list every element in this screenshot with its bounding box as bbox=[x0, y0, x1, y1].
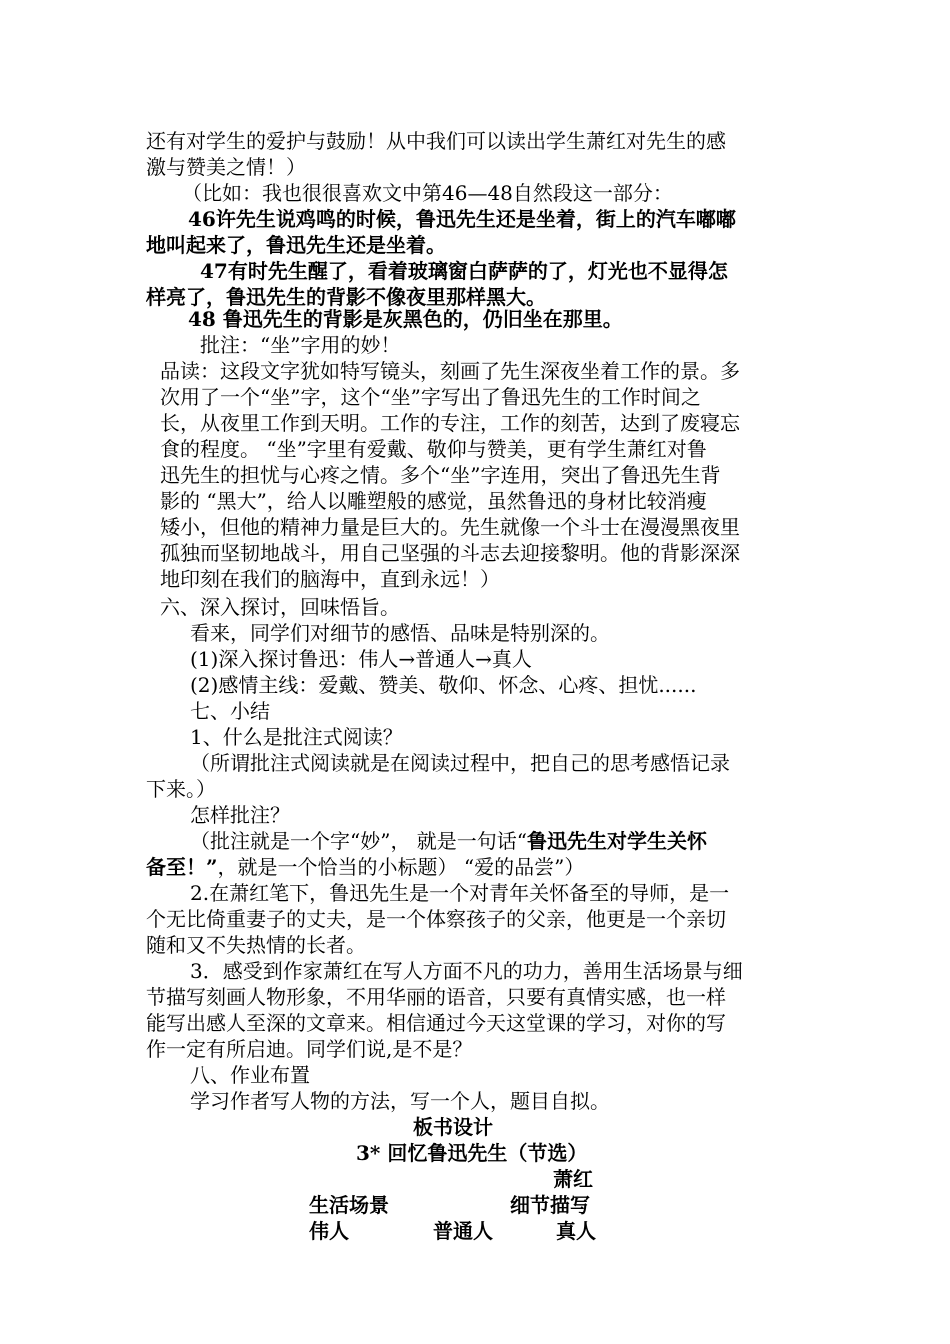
appreciation-line: 孤独而坚韧地战斗，用自己坚强的斗志去迎接黎明。他的背影深深 bbox=[160, 541, 740, 565]
paragraph-line: 学习作者写人物的方法，写一个人，题目自拟。 bbox=[190, 1089, 610, 1113]
text-run-bold: 备至！” bbox=[146, 855, 218, 879]
appreciation-line: 地印刻在我们的脑海中，直到永远！） bbox=[160, 567, 500, 591]
paragraph-line: (1)深入探讨鲁迅：伟人→普通人→真人 bbox=[190, 647, 532, 671]
section-eight-heading: 八、作业布置 bbox=[190, 1063, 310, 1087]
board-left-branch: 生活场景 bbox=[309, 1193, 389, 1217]
paragraph-line: 看来，同学们对细节的感悟、品味是特别深的。 bbox=[190, 621, 610, 645]
paragraph-line: 随和又不失热情的长者。 bbox=[146, 933, 366, 957]
appreciation-line: 次用了一个“坐”字，这个“坐”字写出了鲁迅先生的工作时间之 bbox=[160, 385, 701, 409]
appreciation-line: 迅先生的担忧与心疼之情。多个“坐”字连用，突出了鲁迅先生背 bbox=[160, 463, 721, 487]
paragraph-line: 2.在萧红笔下，鲁迅先生是一个对青年关怀备至的导师，是一 bbox=[190, 881, 730, 905]
board-stage-real-man: 真人 bbox=[556, 1219, 596, 1243]
author-name: 萧红 bbox=[553, 1167, 593, 1191]
annotation-line: 批注：“坐”字用的妙！ bbox=[200, 333, 401, 357]
paragraph-line: 能写出感人至深的文章来。相信通过今天这堂课的学习，对你的写 bbox=[146, 1011, 726, 1035]
appreciation-line: 长，从夜里工作到天明。工作的专注，工作的刻苦，达到了废寝忘 bbox=[160, 411, 740, 435]
quoted-paragraph-46: 地叫起来了，鲁迅先生还是坐着。 bbox=[146, 233, 446, 257]
paragraph-line bbox=[190, 828, 707, 854]
text-run-bold: 鲁迅先生对学生关怀 bbox=[527, 829, 708, 853]
quoted-paragraph-47: 47有时先生醒了，看着玻璃窗白萨萨的了，灯光也不显得怎 bbox=[200, 259, 728, 283]
paragraph-line: 3．感受到作家萧红在写人方面不凡的功力，善用生活场景与细 bbox=[190, 959, 743, 983]
paragraph-line: (2)感情主线：爱戴、赞美、敬仰、怀念、心疼、担忧...... bbox=[190, 673, 697, 697]
paragraph-line: 1、什么是批注式阅读？ bbox=[190, 725, 403, 749]
paragraph-line: 还有对学生的爱护与鼓励！从中我们可以读出学生萧红对先生的感 bbox=[146, 129, 726, 153]
paragraph-line: 怎样批注？ bbox=[190, 803, 290, 827]
paragraph-line: （所谓批注式阅读就是在阅读过程中，把自己的思考感悟记录 bbox=[190, 751, 730, 775]
board-design-title: 板书设计 bbox=[413, 1115, 493, 1139]
appreciation-line: 品读：这段文字犹如特写镜头，刻画了先生深夜坐着工作的景。多 bbox=[160, 359, 740, 383]
quoted-paragraph-48: 48 鲁迅先生的背影是灰黑色的，仍旧坐在那里。 bbox=[188, 307, 623, 331]
text-run: ，就是一个恰当的小标题） “爱的品尝”） bbox=[217, 855, 585, 879]
paragraph-line: 下来。） bbox=[146, 777, 216, 801]
appreciation-line: 影的 “黑大”，给人以雕塑般的感觉，虽然鲁迅的身材比较消瘦 bbox=[160, 489, 707, 513]
quoted-paragraph-46: 46许先生说鸡鸣的时候，鲁迅先生还是坐着，街上的汽车嘟嘟 bbox=[188, 207, 736, 231]
paragraph-line: （比如：我也很很喜欢文中第46—48自然段这一部分： bbox=[182, 181, 673, 205]
paragraph-line: 个无比倚重妻子的丈夫，是一个体察孩子的父亲，他更是一个亲切 bbox=[146, 907, 726, 931]
quoted-paragraph-47: 样亮了，鲁迅先生的背影不像夜里那样黑大。 bbox=[146, 285, 546, 309]
paragraph-line: 作一定有所启迪。同学们说,是不是？ bbox=[146, 1037, 473, 1061]
appreciation-line: 矮小，但他的精神力量是巨大的。先生就像一个斗士在漫漫黑夜里 bbox=[160, 515, 740, 539]
lesson-title: 3* 回忆鲁迅先生（节选） bbox=[356, 1141, 588, 1165]
appreciation-line: 食的程度。 “坐”字里有爱戴、敬仰与赞美，更有学生萧红对鲁 bbox=[160, 437, 707, 461]
text-run: （批注就是一个字“妙”， 就是一句话“ bbox=[190, 829, 528, 853]
board-stage-great-man: 伟人 bbox=[309, 1219, 349, 1243]
section-seven-heading: 七、小结 bbox=[190, 699, 270, 723]
board-right-branch: 细节描写 bbox=[510, 1193, 590, 1217]
board-stage-ordinary-man: 普通人 bbox=[433, 1219, 493, 1243]
section-six-heading: 六、深入探讨，回味悟旨。 bbox=[160, 595, 400, 619]
paragraph-line: 节描写刻画人物形象，不用华丽的语音，只要有真情实感，也一样 bbox=[146, 985, 726, 1009]
paragraph-line bbox=[146, 854, 584, 880]
paragraph-line: 激与赞美之情！） bbox=[146, 155, 306, 179]
